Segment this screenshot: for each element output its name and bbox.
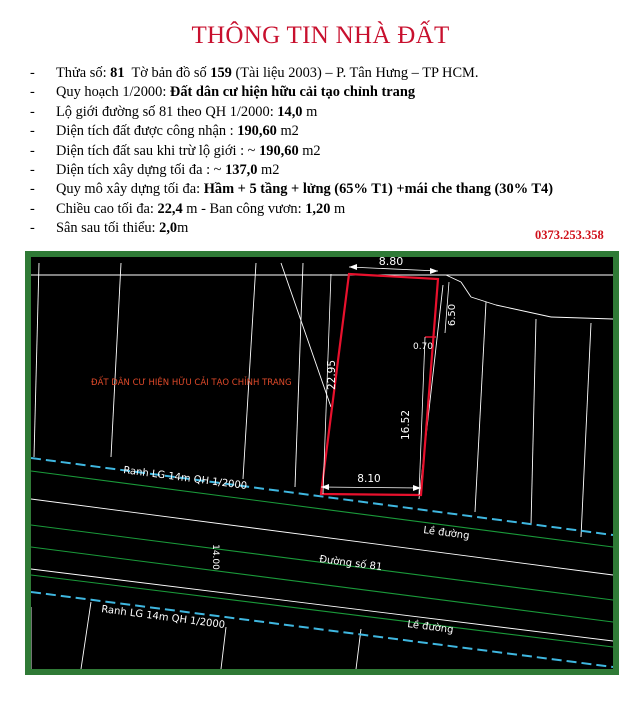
road-name-label: Đường số 81 bbox=[318, 554, 383, 574]
info-row-recognized-area: - Diện tích đất được công nhận : 190,60 m2 bbox=[30, 122, 630, 141]
dim-bottom-label: 8.10 bbox=[357, 473, 381, 485]
bullet-dash: - bbox=[30, 142, 35, 159]
phone-number: 0373.253.358 bbox=[535, 228, 604, 242]
info-list bbox=[30, 64, 630, 239]
info-row-net-area: - Diện tích đất sau khi trừ lộ giới : ~ 190,60 m2 bbox=[30, 142, 630, 161]
bullet-dash: - bbox=[30, 181, 35, 198]
page-title: THÔNG TIN NHÀ ĐẤT bbox=[191, 22, 450, 49]
info-row-parcel: - Thửa số: 81 Tờ bản đồ số 159 (Tài liệu 2003) – P. Tân Hưng – TP HCM. bbox=[30, 64, 630, 83]
zone-label: ĐẤT DÂN CƯ HIỆN HỮU CẢI TẠO CHỈNH TRANG bbox=[91, 378, 292, 388]
info-row-planning: - Quy hoạch 1/2000: Đất dân cư hiện hữu cải tạo chỉnh trang bbox=[30, 83, 630, 102]
boundary-label-lower: Ranh LG 14m QH 1/2000 bbox=[100, 604, 226, 632]
info-row-road-setback: - Lộ giới đường số 81 theo QH 1/2000: 14,0 m bbox=[30, 103, 630, 122]
bullet-dash: - bbox=[30, 84, 35, 101]
dim-right-upper-label: 6.50 bbox=[447, 303, 458, 327]
info-row-backyard: - Sân sau tối thiểu: 2,0m bbox=[30, 219, 630, 238]
bullet-dash: - bbox=[30, 123, 35, 140]
info-row-height: - Chiều cao tối đa: 22,4 m - Ban công vươn: 1,20 m bbox=[30, 200, 630, 219]
dim-jog-label: 0.70 bbox=[412, 342, 434, 352]
sidewalk-lines bbox=[31, 499, 613, 641]
bullet-dash: - bbox=[30, 161, 35, 178]
bullet-dash: - bbox=[30, 65, 35, 81]
sidewalk-label-lower: Lề đường bbox=[406, 619, 455, 636]
dim-top-label: 8.80 bbox=[378, 257, 404, 268]
info-row-build-scale: - Quy mô xây dựng tối đa: Hầm + 5 tầng + lửng (65% T1) +mái che thang (30% T4) bbox=[30, 180, 630, 199]
boundary-label-upper: Ranh LG 14m QH 1/2000 bbox=[122, 465, 248, 493]
cad-map bbox=[31, 257, 613, 669]
cad-drawing bbox=[31, 257, 613, 669]
dim-right-lower-label: 16.52 bbox=[400, 409, 412, 441]
bullet-dash: - bbox=[30, 220, 35, 237]
info-row-build-area: - Diện tích xây dựng tối đa : ~ 137,0 m2 bbox=[30, 161, 630, 180]
bullet-dash: - bbox=[30, 103, 35, 120]
map-frame bbox=[25, 251, 619, 675]
bullet-dash: - bbox=[30, 200, 35, 217]
sidewalk-label-upper: Lề đường bbox=[422, 525, 471, 542]
dim-left-label: 22.95 bbox=[326, 359, 338, 391]
road-width-label: 14.00 bbox=[210, 544, 220, 570]
